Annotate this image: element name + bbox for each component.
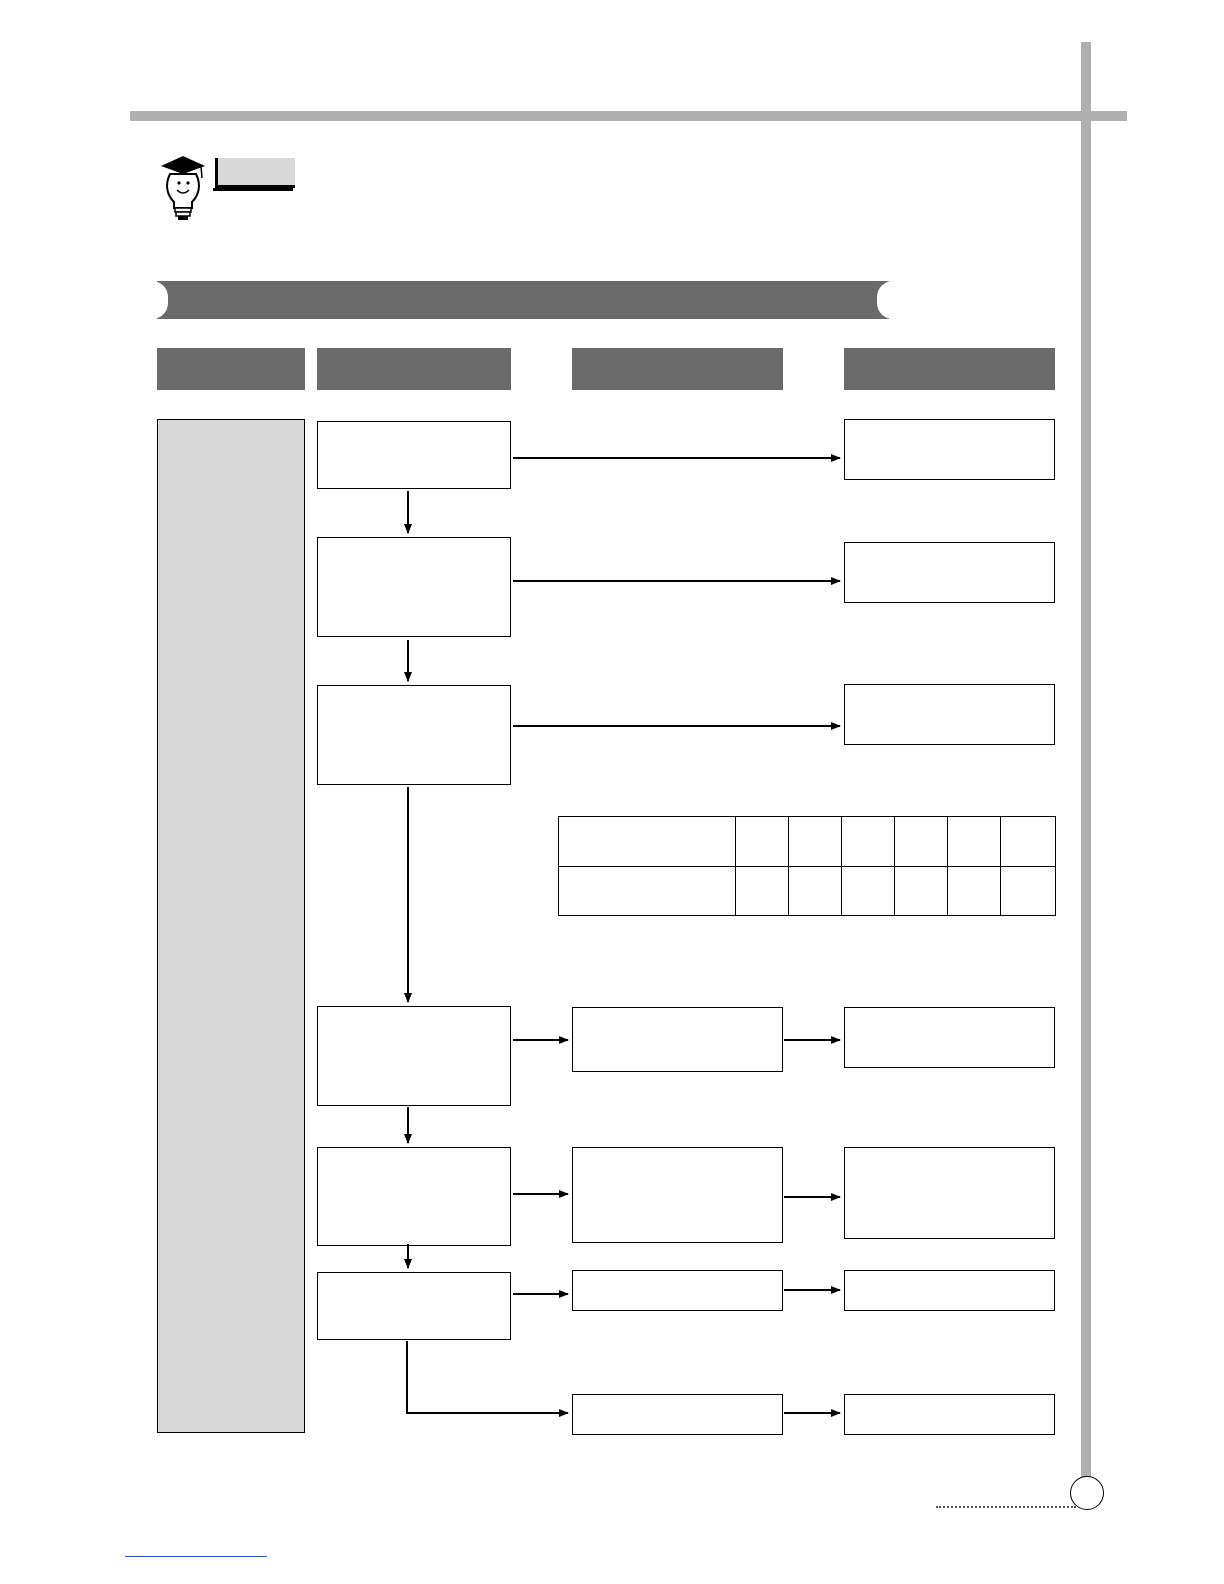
arrow-step6-middle4 xyxy=(407,1341,568,1413)
